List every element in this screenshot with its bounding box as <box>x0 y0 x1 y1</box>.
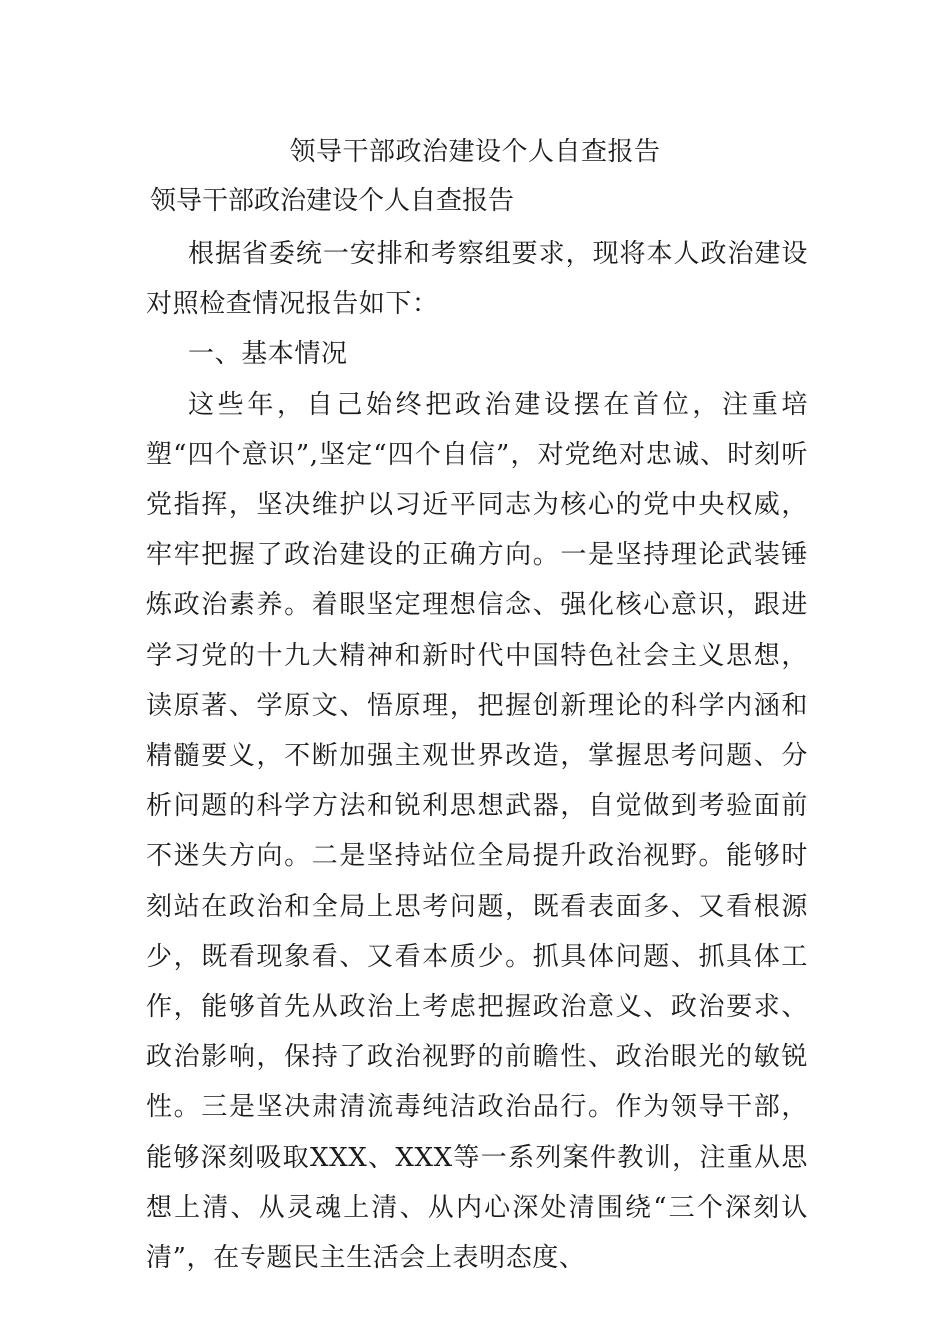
document-body <box>146 229 808 1283</box>
section-heading-basic-situation: 一、基本情况 <box>188 339 348 370</box>
document-subtitle: 领导干部政治建设个人自查报告 <box>150 186 515 216</box>
paragraph-intro: 根据省委统一安排和考察组要求，现将本人政治建设对照检查情况报告如下： <box>146 239 808 320</box>
document-title: 领导干部政治建设个人自查报告 <box>289 137 661 167</box>
paragraph-basic-situation: 这些年，自己始终把政治建设摆在首位，注重培塑“四个意识”,坚定“四个自信”，对党绝对忠诚、时刻听党指挥，坚决维护以习近平同志为核心的党中央权威，牢牢把握了政治建设的正确方向。一是坚持理论武装锤炼政治素养。着眼坚定理想信念、强化核心意识，跟进学习党的十九大精神和新时代中国特色社会主义思想，读原著、学原文、悟原理，把握创新理论的科学内涵和精髓要义，不断加强主观世界改造，掌握思考问题、分析问题的科学方法和锐利思想武器，自觉做到考验面前不迷失方向。二是坚持站位全局提升政治视野。能够时刻站在政治和全局上思考问题，既看表面多、又看根源少，既看现象看、又看本质少。抓具体问题、抓具体工作，能够首先从政治上考虑把握政治意义、政治要求、政治影响，保持了政治视野的前瞻性、政治眼光的敏锐性。三是坚决肃清流毒纯洁政治品行。作为领导干部，能够深刻吸取XXX、XXX等一系列案件教训，注重从思想上清、从灵魂上清、从内心深处清围绕“三个深刻认清”，在专题民主生活会上表明态度、 <box>146 389 808 1274</box>
